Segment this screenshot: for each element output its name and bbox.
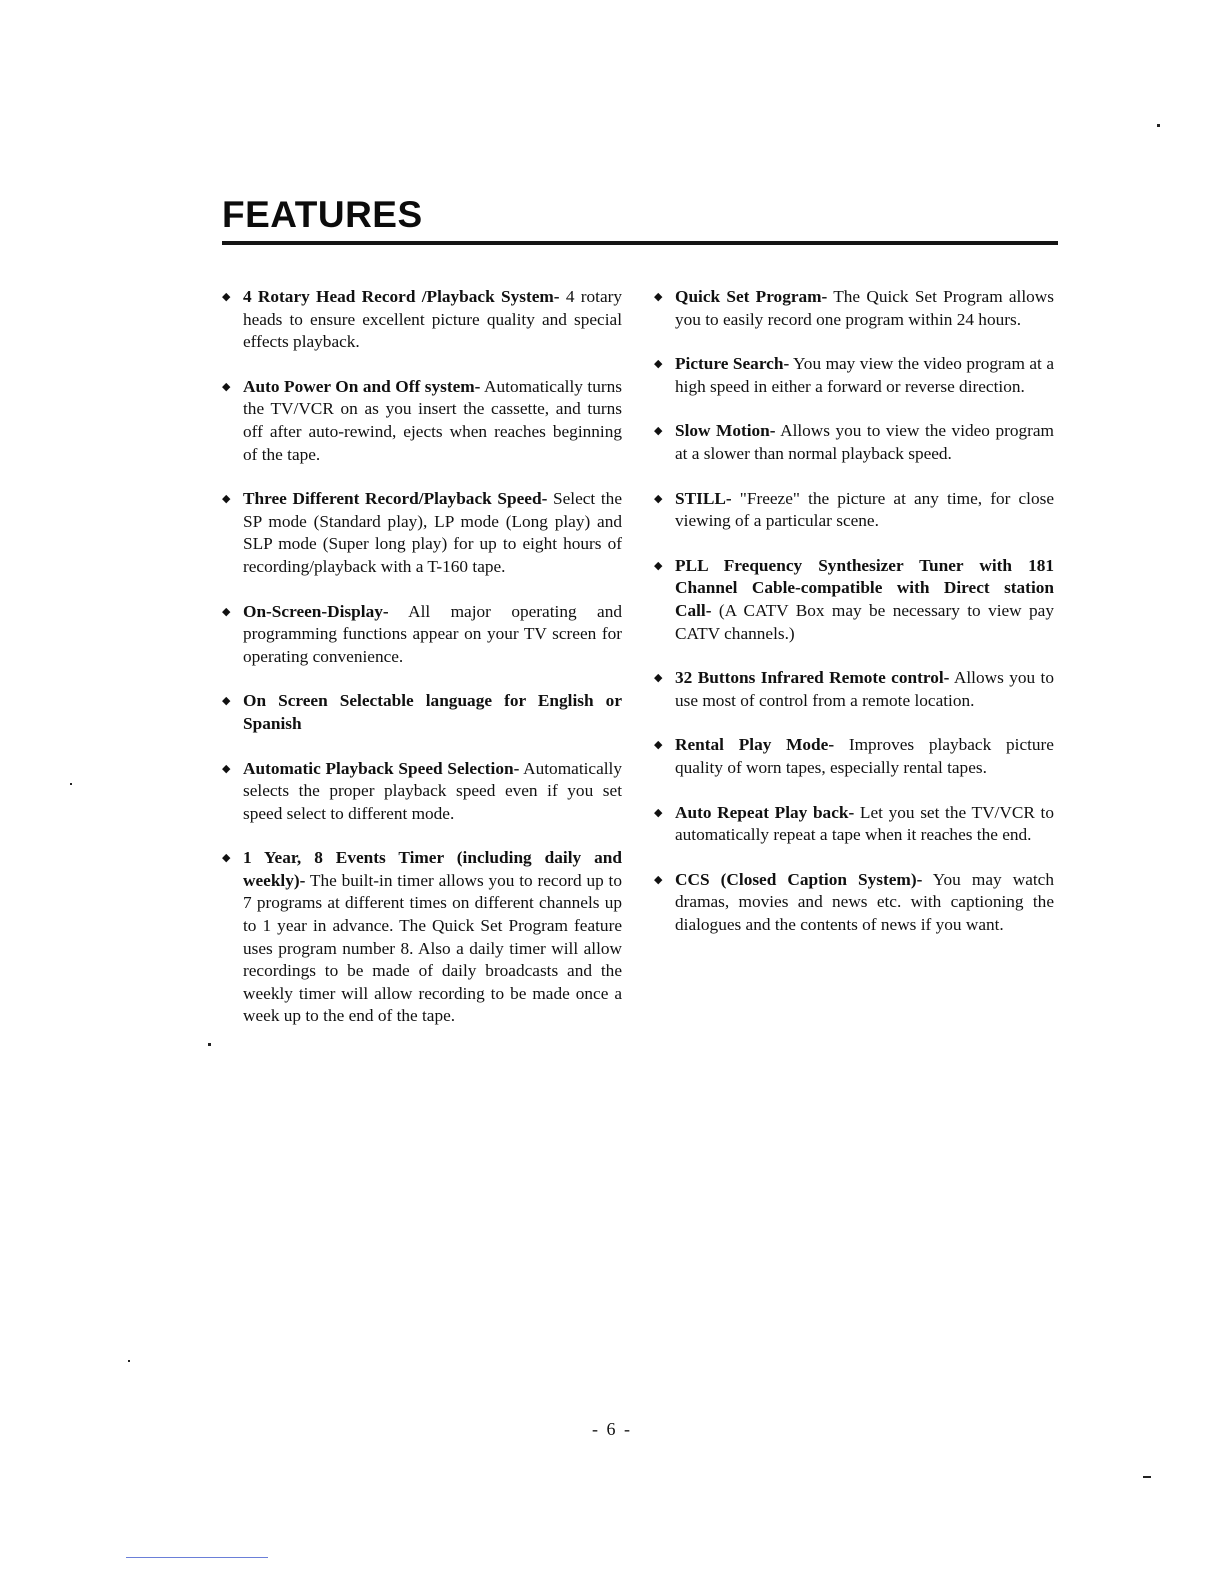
feature-name: 1 Year, 8 Events Timer (including daily and weekly)-: [243, 848, 622, 890]
feature-name: Rental Play Mode-: [675, 735, 835, 755]
feature-item: [654, 555, 1054, 645]
feature-name: PLL Frequency Synthesizer Tuner with 181 Channel Cable-compatible with Direct station Call-: [675, 555, 1054, 620]
scan-speck: [128, 1360, 130, 1362]
page-number: - 6 -: [592, 1419, 632, 1439]
feature-item: [222, 758, 622, 826]
diamond-bullet-icon: ◆: [222, 291, 231, 303]
diamond-bullet-icon: ◆: [654, 873, 663, 886]
diamond-bullet-icon: ◆: [654, 291, 663, 303]
feature-name: 32 Buttons Infrared Remote control-: [675, 668, 950, 688]
feature-name: On-Screen-Display-: [243, 601, 389, 621]
feature-name: Quick Set Program-: [675, 287, 828, 306]
feature-description: You may view the video program at a high speed in either a forward or reverse direction.: [675, 354, 1054, 396]
feature-item: [654, 802, 1054, 847]
diamond-bullet-icon: ◆: [654, 672, 663, 685]
feature-name: Automatic Playback Speed Selection-: [243, 758, 520, 778]
diamond-bullet-icon: ◆: [654, 358, 663, 371]
feature-name: 4 Rotary Head Record /Playback System-: [243, 287, 560, 306]
scan-speck: [70, 783, 72, 785]
feature-name: CCS (Closed Caption System)-: [675, 869, 923, 889]
feature-item: [222, 286, 622, 354]
title-rule: [222, 241, 1058, 245]
feature-description: All major operating and programming functions appear on your TV screen for operating convenience.: [243, 601, 622, 666]
feature-item: [222, 690, 622, 735]
diamond-bullet-icon: ◆: [654, 559, 663, 572]
diamond-bullet-icon: ◆: [222, 605, 231, 618]
diamond-bullet-icon: ◆: [654, 806, 663, 819]
feature-item: [654, 869, 1054, 937]
diamond-bullet-icon: ◆: [222, 762, 231, 775]
scan-edge-line: [126, 1557, 268, 1558]
feature-item: [222, 847, 622, 1028]
page-title: FEATURES: [222, 194, 423, 235]
feature-name: Three Different Record/Playback Speed-: [243, 489, 548, 509]
feature-description: The built-in timer allows you to record up to 7 programs at different times on different channels up to 1 year in advance. The Quick Set Program feature uses program number 8. Also a daily timer will allow recordings to be made of daily broadcasts and the weekly timer will allow recording to be made once a week up to the end of the tape.: [243, 870, 622, 1026]
feature-item: [654, 734, 1054, 779]
diamond-bullet-icon: ◆: [654, 425, 663, 438]
feature-description: 4 rotary heads to ensure excellent picture quality and special effects playback.: [243, 287, 623, 352]
feature-item: [654, 353, 1054, 398]
feature-description: "Freeze" the picture at any time, for close viewing of a particular scene.: [675, 488, 1054, 531]
diamond-bullet-icon: ◆: [222, 852, 231, 865]
feature-description: Let you set the TV/VCR to automatically repeat a tape when it reaches the end.: [675, 802, 1055, 845]
diamond-bullet-icon: ◆: [222, 493, 231, 506]
feature-name: Auto Repeat Play back-: [675, 802, 855, 822]
scan-speck: [1157, 124, 1160, 127]
feature-description: (A CATV Box may be necessary to view pay CATV channels.): [675, 600, 1054, 643]
feature-item: [222, 488, 622, 578]
feature-item: [654, 667, 1054, 712]
feature-name: Slow Motion-: [675, 421, 776, 441]
feature-description: Automatically selects the proper playback speed even if you set speed select to different mode.: [243, 758, 623, 823]
feature-description: Select the SP mode (Standard play), LP mode (Long play) and SLP mode (Super long play) for up to eight hours of recording/playback with a T-160 tape.: [243, 489, 622, 576]
feature-item: [222, 601, 622, 669]
scan-speck: [1143, 1476, 1151, 1478]
diamond-bullet-icon: ◆: [222, 380, 231, 393]
feature-description: Allows you to view the video program at a slower than normal playback speed.: [675, 421, 1054, 463]
feature-item: [222, 376, 622, 466]
feature-description: You may watch dramas, movies and news etc. with captioning the dialogues and the contents of news if you want.: [675, 869, 1054, 934]
feature-item: [654, 286, 1054, 331]
feature-item: [654, 420, 1054, 465]
feature-name: Picture Search-: [675, 354, 790, 374]
feature-description: Allows you to use most of control from a remote location.: [675, 668, 1054, 710]
feature-name: STILL-: [675, 488, 732, 508]
features-left-column: [222, 286, 622, 1050]
feature-description: Automatically turns the TV/VCR on as you insert the cassette, and turns off after auto-rewind, ejects when reaches beginning of the tape.: [243, 376, 622, 464]
feature-item: [654, 488, 1054, 533]
features-right-column: [654, 286, 1054, 958]
diamond-bullet-icon: ◆: [222, 695, 231, 708]
feature-description: Improves playback picture quality of worn tapes, especially rental tapes.: [675, 735, 1054, 777]
feature-name: On Screen Selectable language for English or Spanish: [243, 691, 622, 733]
diamond-bullet-icon: ◆: [654, 739, 663, 752]
feature-description: The Quick Set Program allows you to easily record one program within 24 hours.: [675, 287, 1055, 329]
diamond-bullet-icon: ◆: [654, 492, 663, 505]
feature-name: Auto Power On and Off system-: [243, 376, 481, 396]
scan-speck: [208, 1043, 211, 1046]
